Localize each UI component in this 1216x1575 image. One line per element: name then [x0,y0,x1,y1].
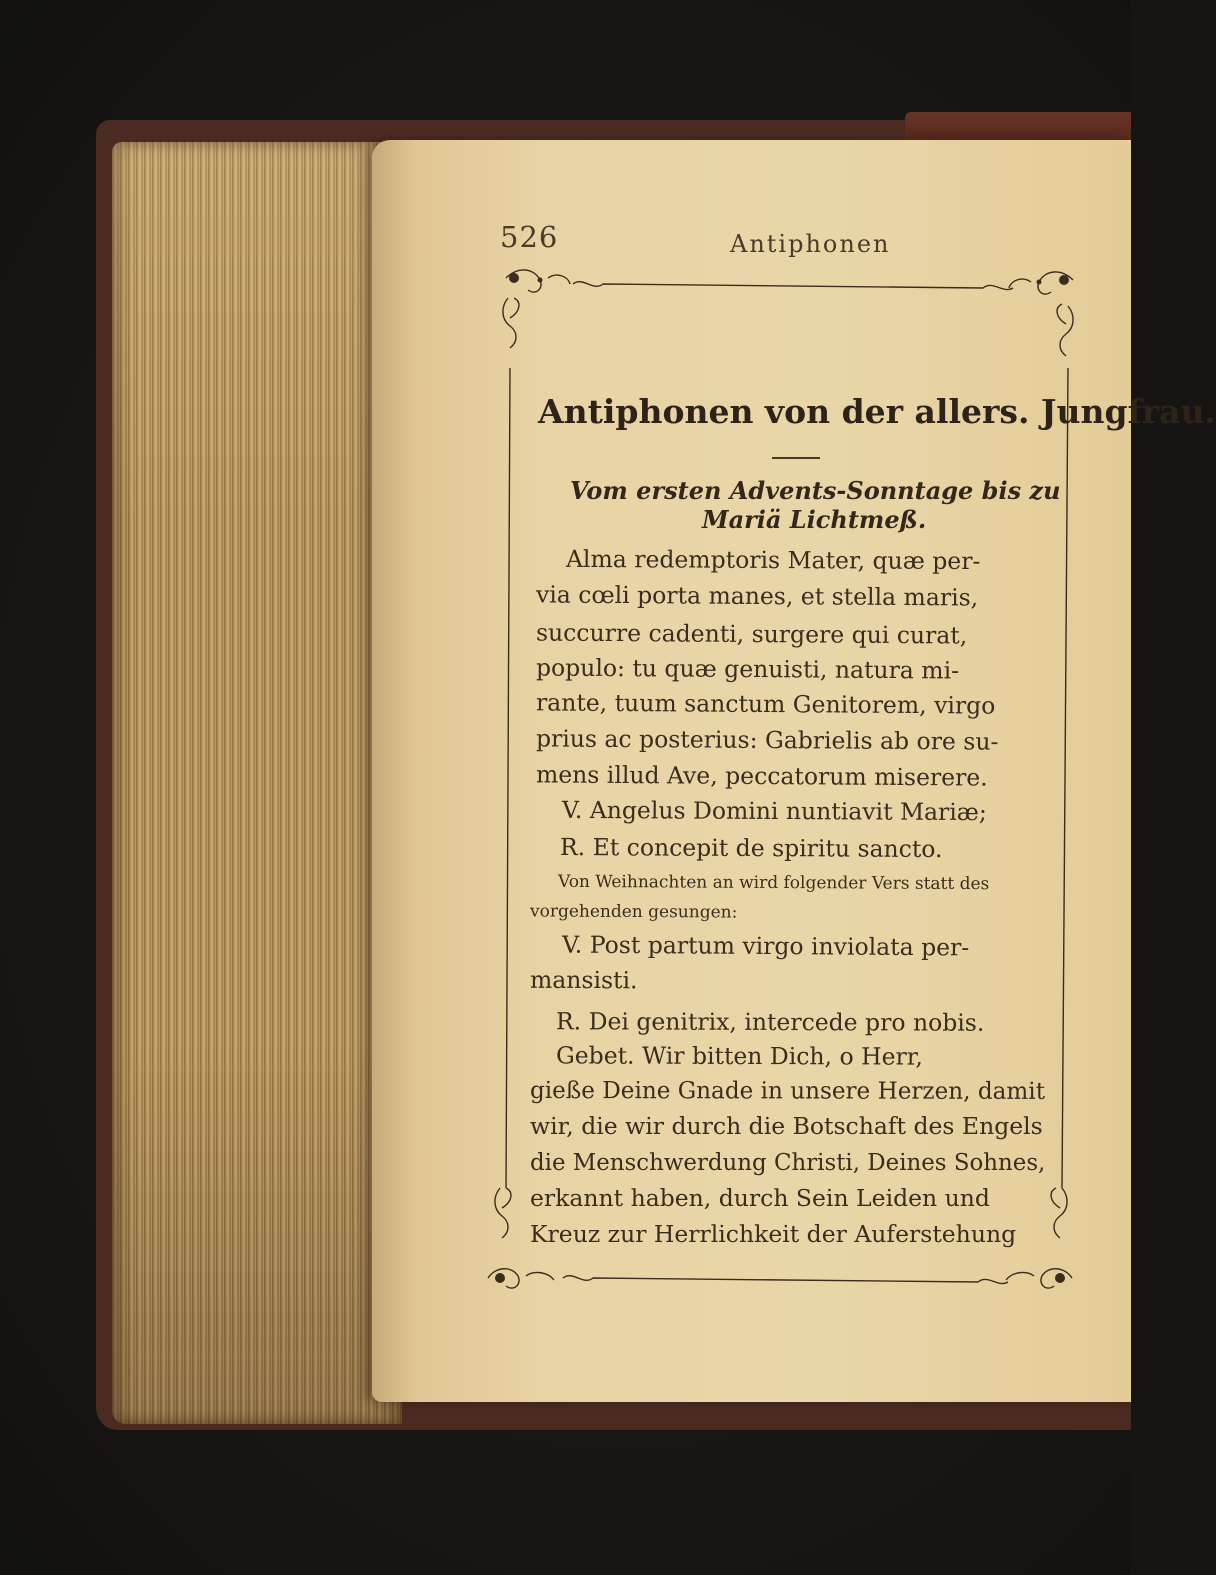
text-line: succurre cadenti, surgere qui curat, [535,618,968,650]
text-line: rante, tuum sanctum Genitorem, virgo [535,688,996,720]
section-heading: Antiphonen von der allers. Jungfrau. [538,392,1216,431]
text-line: mens illud Ave, peccatorum miserere. [535,760,988,792]
text-line: populo: tu quæ genuisti, natura mi- [535,653,960,685]
prayer-line: wir, die wir durch die Botschaft des Engels [530,1112,1043,1140]
subheading: Mariä Lichtmeß. [702,505,927,534]
prayer-line: die Menschwerdung Christi, Deines Sohnes, [530,1148,1046,1176]
versicle-line: V. Post partum virgo inviolata per- [561,930,970,962]
page-number: 526 [500,220,559,254]
versicle-line: V. Angelus Domini nuntiavit Mariæ; [561,795,987,827]
subheading: Vom ersten Advents-Sonntage bis zu [570,476,1061,505]
prayer-line: erkannt haben, durch Sein Leiden und [530,1184,990,1212]
text-line: mansisti. [529,965,638,995]
heading-rule [772,457,820,459]
text-line: via cœli porta manes, et stella maris, [535,580,979,612]
prayer-line: Kreuz zur Herrlichkeit der Auferstehung [530,1220,1017,1248]
text-line: Alma redemptoris Mater, quæ per- [565,544,981,576]
prayer-line: Gebet. Wir bitten Dich, o Herr, [555,1041,923,1071]
prayer-line: gieße Deine Gnade in unsere Herzen, damit [529,1076,1046,1105]
running-header: Antiphonen [730,230,891,258]
rubric-line: vorgehenden gesungen: [529,901,738,923]
response-line: R. Et concepit de spiritu sancto. [559,832,943,864]
rubric-line: Von Weihnachten an wird folgender Vers statt des [557,871,990,895]
text-line: prius ac posterius: Gabrielis ab ore su- [535,724,999,756]
response-line: R. Dei genitrix, intercede pro nobis. [555,1007,985,1037]
